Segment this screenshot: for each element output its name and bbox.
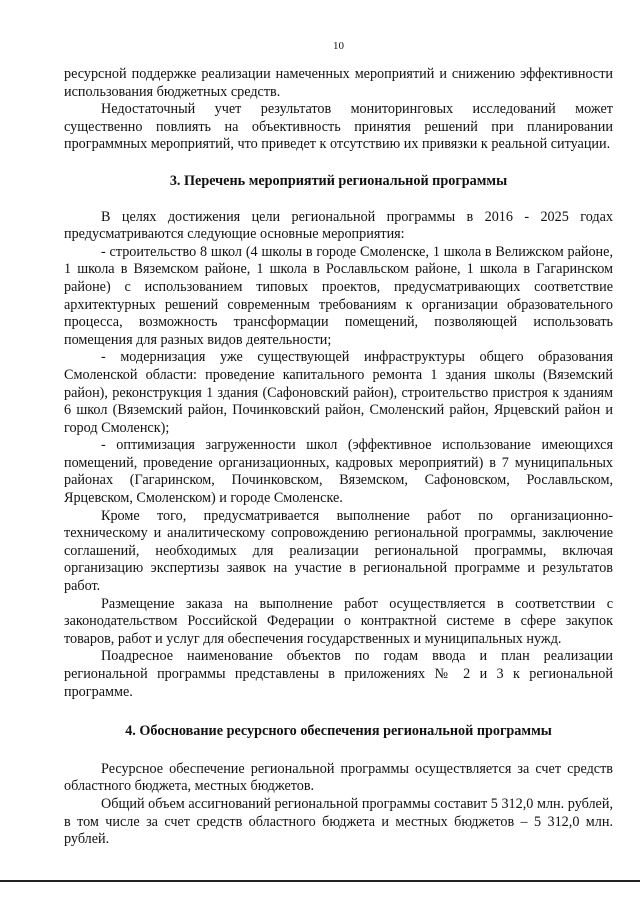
list-item: - модернизация уже существующей инфраструктуры общего образования Смоленской области: проведение капитального ремонта 1 здания школы (Вяземский район), реконструкция 1 здания (Сафоновский район), строительство пристроя к зданиям 6 школ (Вяземский район, Починковский район, Смоленский район, Ярцевский район и город Смоленск);	[64, 349, 613, 436]
paragraph: Общий объем ассигнований региональной программы составит 5 312,0 млн. рублей, в том числе за счет средств областного бюджета и местных бюджетов – 5 312,0 млн. рублей.	[64, 795, 613, 848]
section-heading-3: 3. Перечень мероприятий региональной программы	[169, 172, 508, 189]
paragraph: Размещение заказа на выполнение работ осуществляется в соответствии с законодательством Российской Федерации о контрактной системе в сфере закупок товаров, работ и услуг для обеспечения государственных и муниципальных нужд.	[64, 595, 613, 647]
document-body	[64, 66, 613, 849]
paragraph: Ресурсное обеспечение региональной программы осуществляется за счет средств областного бюджета, местных бюджетов.	[64, 760, 613, 795]
list-item: - строительство 8 школ (4 школы в городе Смоленске, 1 школа в Велижском районе, 1 школа в Вяземском районе, 1 школа в Рославльском районе, 1 школа в Гагаринском районе) с использованием типовых проектов, предусматривающих соответствие архитектурных решений современным требованиям к организации образовательного процесса, возможность трансформации помещений, позволяющей использовать помещения для разных видов деятельности;	[64, 243, 613, 348]
paragraph: В целях достижения цели региональной программы в 2016 - 2025 годах предусматриваются следующие основные мероприятия:	[64, 208, 613, 243]
page-number: 10	[333, 40, 344, 52]
list-item: - оптимизация загруженности школ (эффективное использование имеющихся помещений, проведение организационных, кадровых мероприятий) в 7 муниципальных районах (Гагаринском, Починковском, Вяземском, Сафоновском, Рославльском, Ярцевском, Смоленском) и городе Смоленске.	[64, 437, 613, 507]
section-heading-4: 4. Обоснование ресурсного обеспечения региональной программы	[125, 723, 552, 740]
paragraph: Недостаточный учет результатов мониторинговых исследований может существенно повлиять на объективность принятия решений при планировании программных мероприятий, что приведет к отсутствию их привязки к реальной ситуации.	[64, 101, 613, 153]
paragraph: ресурсной поддержке реализации намеченных мероприятий и снижению эффективности использования бюджетных средств.	[64, 66, 613, 100]
paragraph: Поадресное наименование объектов по годам ввода и план реализации региональной программы представлены в приложениях № 2 и 3 к региональной программе.	[64, 648, 613, 700]
paragraph: Кроме того, предусматривается выполнение работ по организационно-техническому и аналитическому сопровождению региональной программы, заключение соглашений, необходимых для реализации региональной программы, включая организацию экспертизы заявок на участие в региональной программе и результатов работ.	[64, 507, 613, 595]
page-bottom-rule	[0, 880, 640, 882]
